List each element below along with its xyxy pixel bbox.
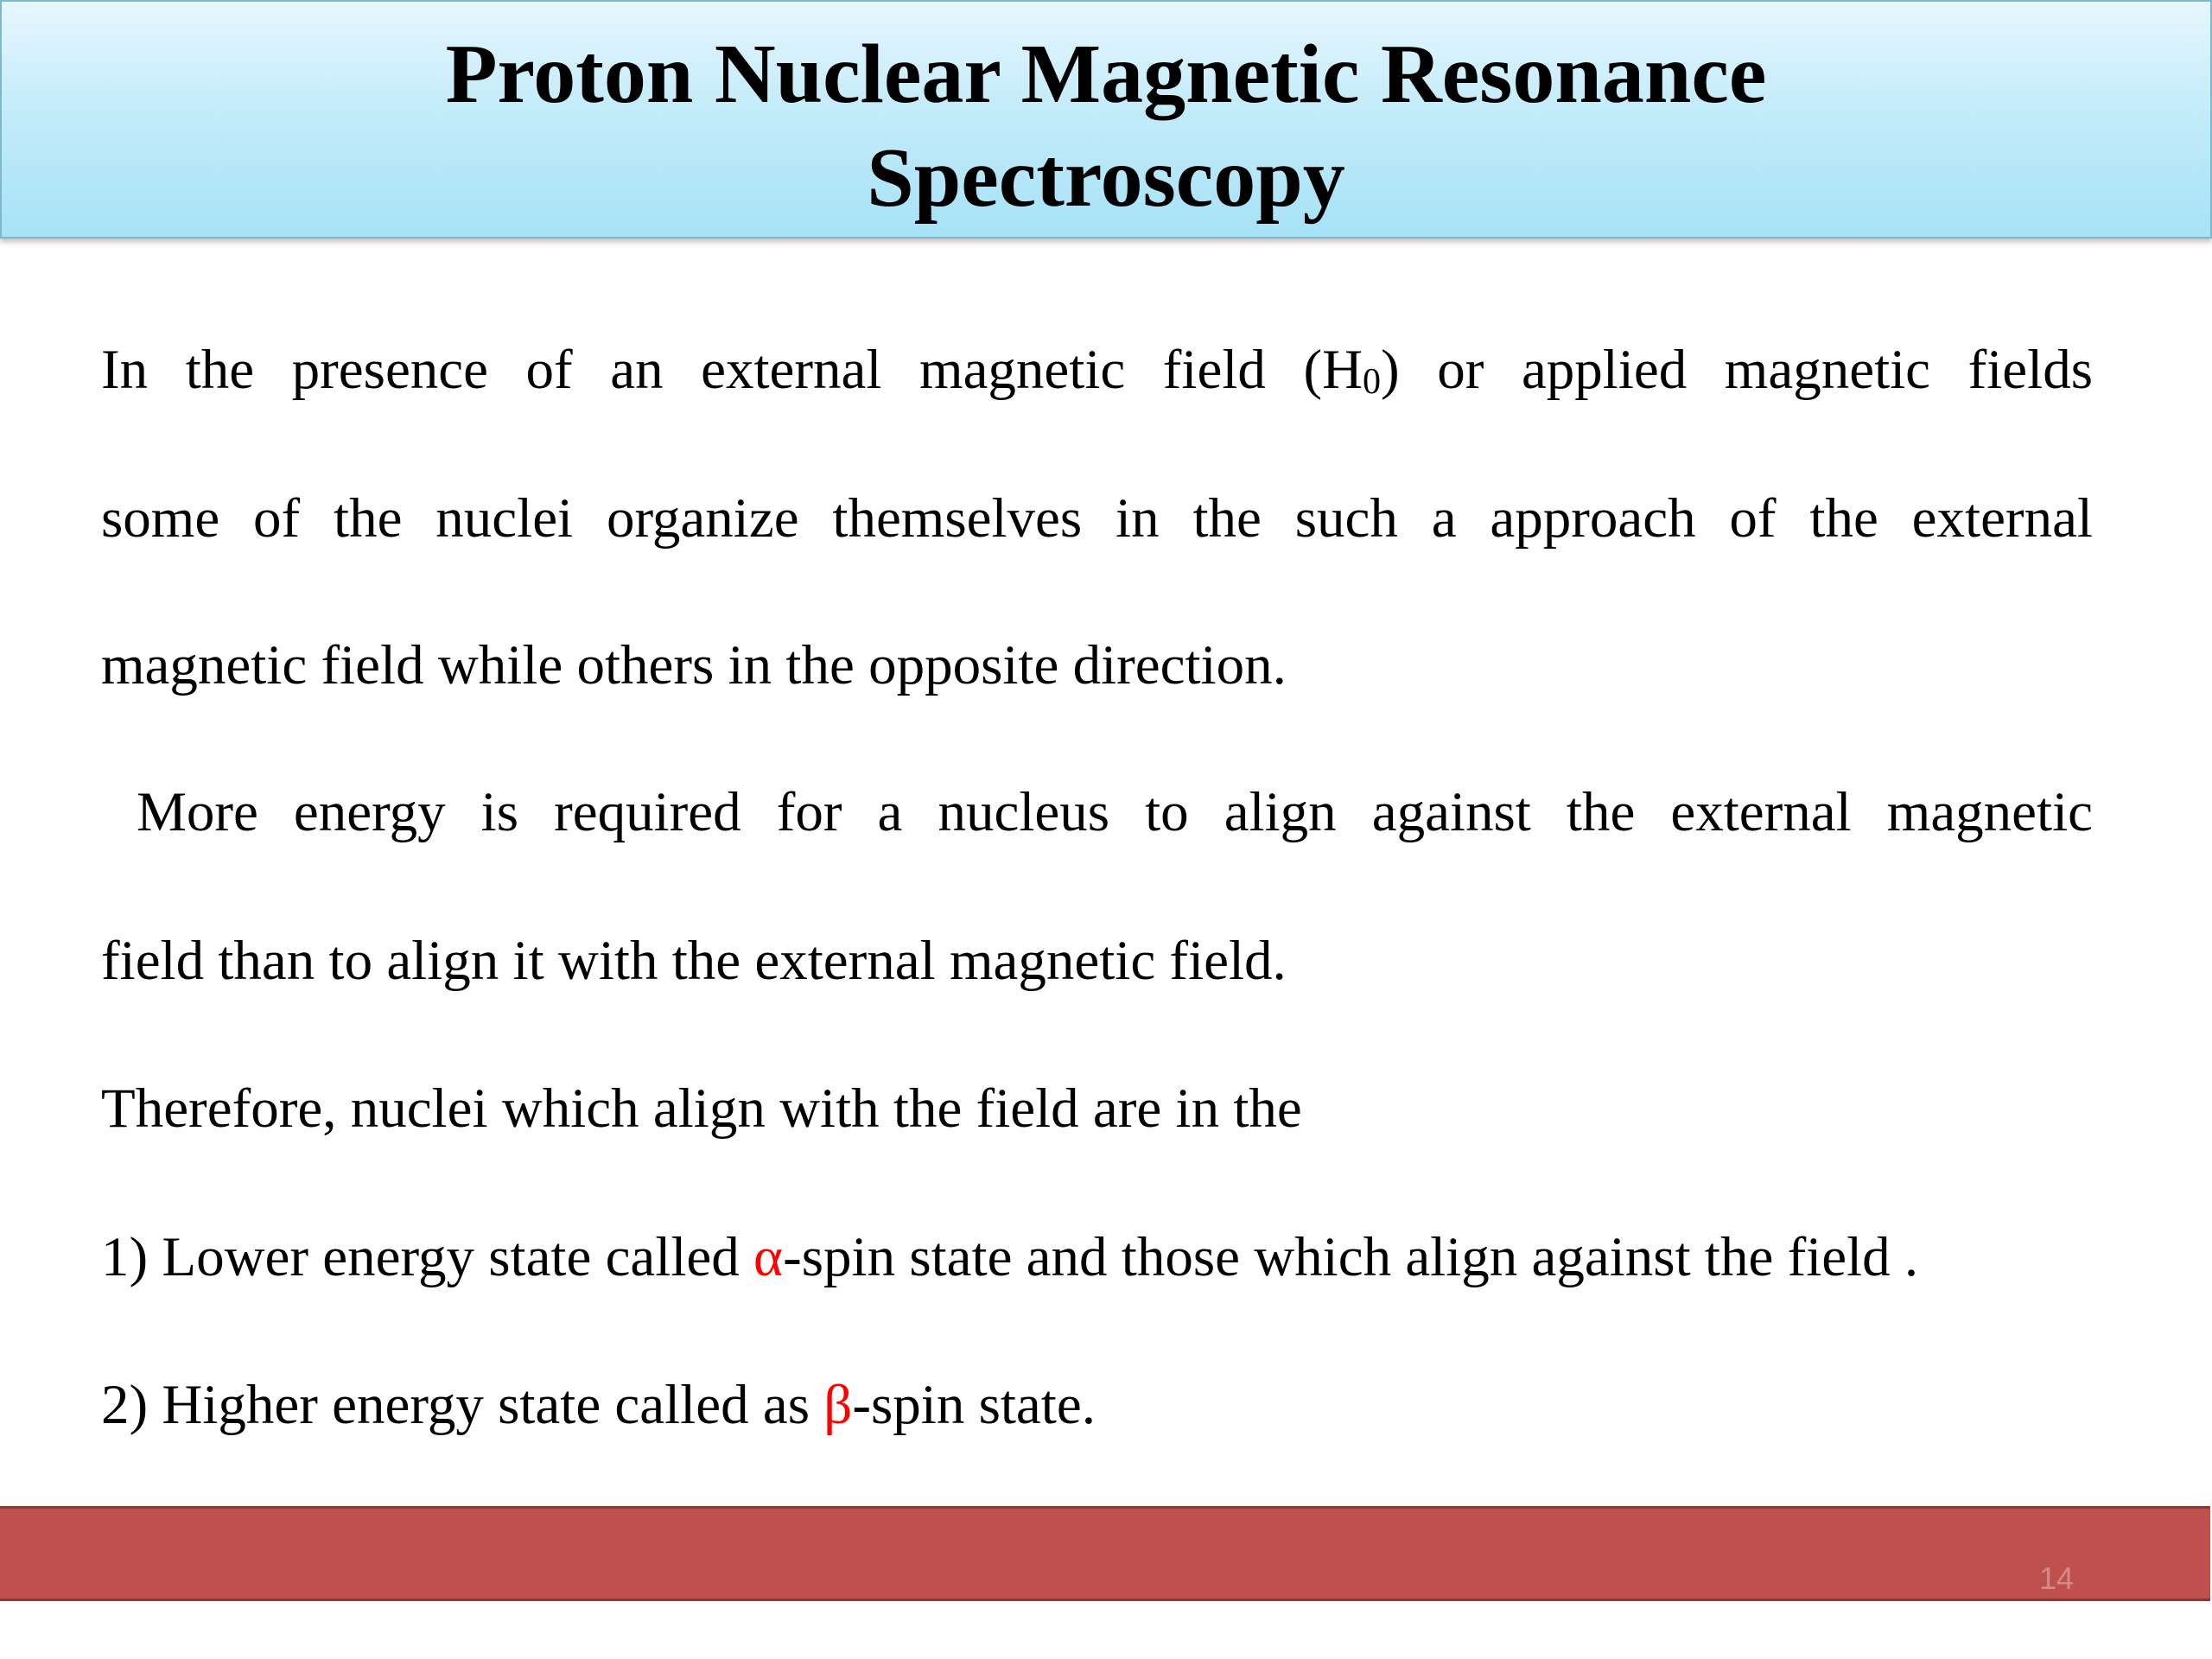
footer-bar bbox=[0, 1506, 2210, 1601]
h0-subscript: 0 bbox=[1363, 362, 1382, 402]
list-item-2-text: 2) Higher energy state called as bbox=[101, 1374, 824, 1436]
page-number: 14 bbox=[2039, 1560, 2075, 1596]
paragraph1-line-1 bbox=[101, 335, 2093, 404]
slide-title bbox=[2, 22, 2210, 230]
paragraph1-line-3: magnetic field while others in the opposite direction. bbox=[101, 634, 1287, 696]
paragraph2-line-2: field than to align it with the external magnetic field. bbox=[101, 930, 1287, 992]
slide-title-line-1: Proton Nuclear Magnetic Resonance bbox=[445, 28, 1767, 121]
list-item-2 bbox=[101, 1370, 2093, 1440]
list-item-1-text-end: -spin state and those which align against the field . bbox=[783, 1226, 1919, 1288]
paragraph1-line-1-text-end: ) or applied magnetic fields bbox=[1381, 339, 2093, 401]
title-bar bbox=[0, 0, 2212, 238]
alpha-symbol: α bbox=[753, 1226, 784, 1288]
paragraph1-line-1-text: In the presence of an external magnetic field (H bbox=[101, 339, 1363, 401]
beta-symbol: β bbox=[823, 1374, 853, 1436]
paragraph1-line-2: some of the nuclei organize themselves in the such a approach of the external bbox=[101, 487, 2093, 550]
list-item-1-text: 1) Lower energy state called bbox=[101, 1226, 753, 1288]
paragraph3-line-1: Therefore, nuclei which align with the field are in the bbox=[101, 1077, 1302, 1140]
list-item-2-text-end: -spin state. bbox=[852, 1374, 1096, 1436]
paragraph2-line-1: More energy is required for a nucleus to align against the external magnetic bbox=[101, 781, 2093, 843]
list-item-1 bbox=[101, 1223, 2093, 1292]
slide-title-line-2: Spectroscopy bbox=[867, 131, 1345, 225]
